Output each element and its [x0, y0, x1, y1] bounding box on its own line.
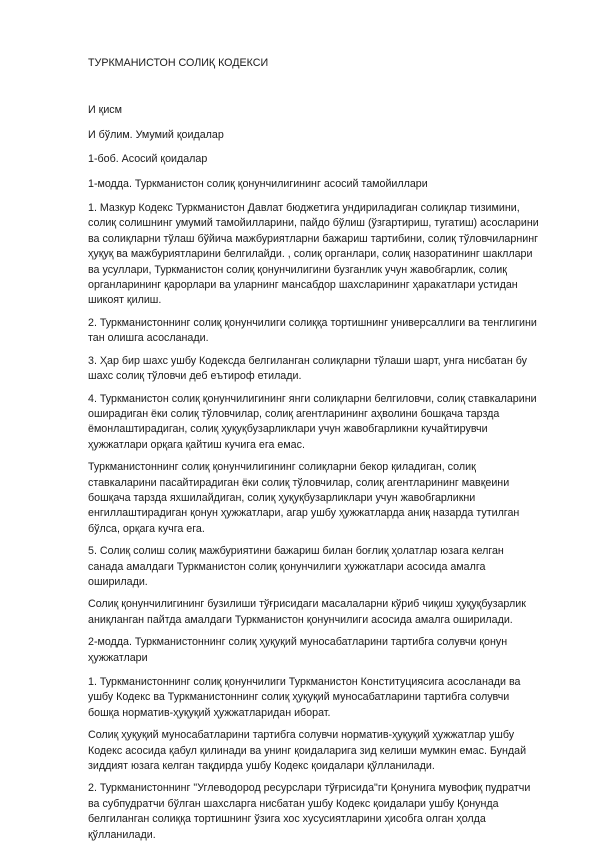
article-2-paragraph: Солиқ ҳуқуқий муносабатларини тартибга солувчи норматив-ҳуқуқий ҳужжатлар ушбу Кодекс асосида қабул қилинади ва унинг қоидаларига зид келиши мумкин емас. Бундай зиддият юзага келган тақдирда ушбу Кодекс қоидалари қўлланилади. [88, 729, 527, 773]
article-1-paragraph: 5. Солиқ солиш солиқ мажбуриятини бажариш билан боғлиқ ҳолатлар юзага келган санада амалдаги Туркманистон солиқ қонунчилиги ҳужжатлари асосида амалга оширилади. [88, 545, 504, 588]
article-2-paragraph: 2. Туркманистоннинг "Углеводород ресурслари тўғрисида"ги Қонунига мувофиқ пудратчи ва субпудратчи бўлган шахсларга нисбатан ушбу Кодекс қоидалари ушбу Қонунда белгиланган солиққа тортишнинг ўзига хос хусусиятларини ҳисобга олган ҳолда қўлланилади. [88, 782, 531, 841]
part-heading: И қисм [88, 104, 122, 117]
article-2-paragraph: 1. Туркманистоннинг солиқ қонунчилиги Туркманистон Конституциясига асосланади ва ушбу Кодекс ва Туркманистоннинг солиқ ҳуқуқий муносабатларини тартибга солувчи бошқа норматив-ҳуқуқий ҳужжатларидан иборат. [88, 676, 521, 719]
article-1-paragraph: Солиқ қонунчилигининг бузилиши тўғрисидаги масалаларни кўриб чиқиш ҳуқуқбузарлик аниқланган пайтда амалдаги Туркманистон қонунчилиги асосида амалга оширилади. [88, 598, 526, 626]
article-1-paragraph: 1. Мазкур Кодекс Туркманистон Давлат бюджетига ундириладиган солиқлар тизимини, солиқ солишнинг умумий тамойилларини, пайдо бўлиш (ўзгартириш, тугатиш) асосларини ва солиқларни тўлаш бўйича мажбуриятларни бажариш тартибини, солиқ тўловчиларнинг ҳуқуқ ва мажбуриятларини белгилайди. , солиқ органлари, солиқ назоратининг шакллари ва усуллари, Туркманистон солиқ қонунчилигини бузганлик учун жавобгарлик, солиқ органларининг қарорлари ва уларнинг мансабдор шахсларининг ҳаракатлари устидан шикоят қилиш. [88, 202, 539, 307]
article-1-paragraph: 4. Туркманистон солиқ қонунчилигининг янги солиқларни белгиловчи, солиқ ставкаларини оширадиган ёки солиқ тўловчилар, солиқ агентларининг аҳволини бошқача тарзда ёмонлаштирадиган, солиқ ҳуқуқбузарликлари учун жавобгарликни кучайтирувчи ҳужжатлари орқага қайтиш кучига ега емас. [88, 392, 537, 451]
document-title: ТУРКМАНИСТОН СОЛИҚ КОДЕКСИ [88, 57, 269, 69]
article-1-paragraph: 3. Ҳар бир шахс ушбу Кодексда белгиланган солиқларни тўлаши шарт, унга нисбатан бу шахс солиқ тўловчи деб еътироф етилади. [88, 354, 527, 383]
article-1-paragraph: 2. Туркманистоннинг солиқ қонунчилиги солиққа тортишнинг универсаллиги ва тенглигини тан олишга асосланади. [88, 316, 537, 345]
chapter-heading: 1-боб. Асосий қоидалар [88, 153, 208, 166]
article-1-paragraph: Туркманистоннинг солиқ қонунчилигининг солиқларни бекор қиладиган, солиқ ставкаларини пасайтирадиган ёки солиқ тўловчилар, солиқ агентларининг мавқеини бошқача тарзда яхшилайдиган, солиқ ҳуқуқбузарликлари учун жавобгарликни енгиллаштирадиган қонун ҳужжатлари, агар ушбу ҳужжатларда аниқ назарда тутилган бўлса, орқага кучга ега. [88, 461, 520, 535]
article-2-title: 2-модда. Туркманистоннинг солиқ ҳуқуқий муносабатларини тартибга солувчи қонун ҳужжатлари [88, 636, 508, 664]
section-heading: И бўлим. Умумий қоидалар [88, 128, 224, 141]
article-1-title: 1-модда. Туркманистон солиқ қонунчилигининг асосий тамойиллари [88, 177, 428, 190]
